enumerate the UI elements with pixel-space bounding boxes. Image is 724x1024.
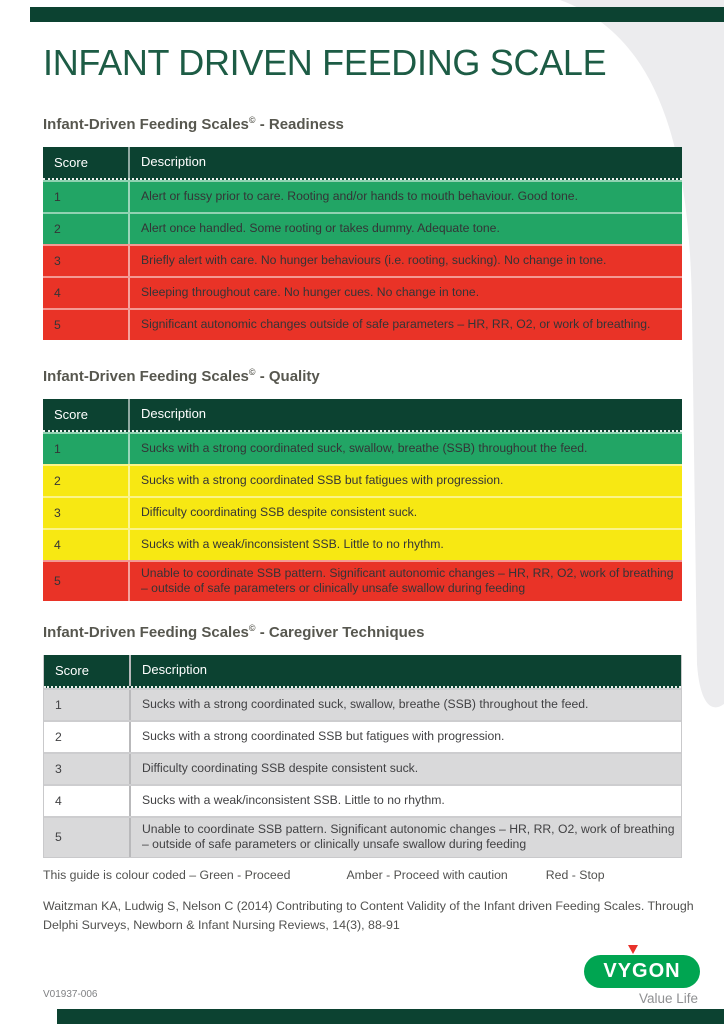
description-cell: Sucks with a strong coordinated suck, swallow, breathe (SSB) throughout the feed. xyxy=(142,697,589,712)
legend-green: This guide is colour coded – Green - Proceed xyxy=(43,868,291,882)
legend-red: Red - Stop xyxy=(545,868,605,882)
score-cell: 2 xyxy=(44,722,131,752)
table-header-row xyxy=(43,399,682,432)
score-cell: 1 xyxy=(43,434,130,464)
section-heading-quality xyxy=(43,363,682,386)
description-cell: Briefly alert with care. No hunger behaviours (i.e. rooting, sucking). No change in tone. xyxy=(141,253,607,268)
heading-suffix: - Caregiver Techniques xyxy=(255,624,425,641)
score-cell: 3 xyxy=(44,754,131,784)
score-cell: 4 xyxy=(43,278,130,308)
table-row xyxy=(43,276,682,308)
vygon-logo xyxy=(584,945,700,1006)
table-row xyxy=(43,432,682,464)
table-header-row xyxy=(44,655,681,688)
document-code: V01937-006 xyxy=(43,989,98,1000)
copyright-mark: © xyxy=(248,367,256,377)
column-header-description: Description xyxy=(142,662,208,678)
description-cell: Difficulty coordinating SSB despite consistent suck. xyxy=(141,505,418,520)
heading-text: Infant-Driven Feeding Scales xyxy=(43,116,249,133)
column-header-score: Score xyxy=(43,399,130,430)
copyright-mark: © xyxy=(248,623,256,633)
score-cell: 3 xyxy=(43,246,130,276)
description-cell: Sucks with a weak/inconsistent SSB. Little to no rhythm. xyxy=(141,537,444,552)
section-heading-caregiver xyxy=(43,619,682,642)
heading-suffix: - Quality xyxy=(255,368,320,385)
quality-section xyxy=(43,363,682,601)
score-cell: 2 xyxy=(43,214,130,244)
copyright-mark: © xyxy=(248,115,256,125)
table-header-row xyxy=(43,147,682,180)
heading-suffix: - Readiness xyxy=(255,116,344,133)
description-cell: Unable to coordinate SSB pattern. Significant autonomic changes – HR, RR, O2, work of breathing – outside of safe parameters or clinically unsafe swallow during feeding xyxy=(141,566,674,596)
score-cell: 5 xyxy=(43,310,130,340)
score-cell: 5 xyxy=(43,562,130,601)
table-row xyxy=(43,496,682,528)
legend-amber: Amber - Proceed with caution xyxy=(346,868,508,882)
description-cell: Sucks with a strong coordinated SSB but fatigues with progression. xyxy=(142,729,505,744)
description-cell: Sucks with a strong coordinated SSB but fatigues with progression. xyxy=(141,473,504,488)
table-row xyxy=(44,688,681,720)
score-cell: 5 xyxy=(44,818,131,857)
section-heading-readiness xyxy=(43,111,682,134)
description-cell: Sleeping throughout care. No hunger cues. No change in tone. xyxy=(141,285,480,300)
table-row xyxy=(43,308,682,340)
table-row xyxy=(43,560,682,601)
caregiver-techniques-section xyxy=(43,619,682,858)
colour-code-legend xyxy=(43,868,703,882)
description-cell: Alert or fussy prior to care. Rooting and/or hands to mouth behaviour. Good tone. xyxy=(141,189,578,204)
score-cell: 2 xyxy=(43,466,130,496)
readiness-section xyxy=(43,111,682,340)
page-title: INFANT DRIVEN FEEDING SCALE xyxy=(43,42,607,83)
top-accent-bar xyxy=(30,7,724,22)
description-cell: Difficulty coordinating SSB despite consistent suck. xyxy=(142,761,419,776)
description-cell: Alert once handled. Some rooting or takes dummy. Adequate tone. xyxy=(141,221,500,236)
score-cell: 3 xyxy=(43,498,130,528)
vygon-tagline: Value Life xyxy=(638,991,698,1006)
description-cell: Unable to coordinate SSB pattern. Significant autonomic changes – HR, RR, O2, work of breathing – outside of safe parameters or clinically unsafe swallow during feeding xyxy=(142,822,675,852)
column-header-description: Description xyxy=(141,406,207,422)
description-cell: Sucks with a weak/inconsistent SSB. Little to no rhythm. xyxy=(142,793,445,808)
reference-citation: Waitzman KA, Ludwig S, Nelson C (2014) Contributing to Content Validity of the Infant driven Feeding Scales. Through Delphi Surveys, Newborn & Infant Nursing Reviews, 14(3), 88-91 xyxy=(43,899,694,933)
score-cell: 1 xyxy=(43,182,130,212)
table-row xyxy=(44,784,681,816)
column-header-score: Score xyxy=(44,655,131,686)
vygon-triangle-icon xyxy=(628,945,638,954)
table-row xyxy=(43,528,682,560)
table-row xyxy=(44,816,681,857)
quality-table xyxy=(43,399,682,601)
table-row xyxy=(43,244,682,276)
score-cell: 4 xyxy=(43,530,130,560)
heading-text: Infant-Driven Feeding Scales xyxy=(43,368,249,385)
description-cell: Sucks with a strong coordinated suck, swallow, breathe (SSB) throughout the feed. xyxy=(141,441,588,456)
table-row xyxy=(44,752,681,784)
score-cell: 1 xyxy=(44,690,131,720)
table-row xyxy=(43,464,682,496)
column-header-description: Description xyxy=(141,154,207,170)
heading-text: Infant-Driven Feeding Scales xyxy=(43,624,249,641)
bottom-accent-bar xyxy=(57,1009,724,1024)
caregiver-table xyxy=(43,655,682,858)
readiness-table xyxy=(43,147,682,340)
table-row xyxy=(44,720,681,752)
description-cell: Significant autonomic changes outside of safe parameters – HR, RR, O2, or work of breathing. xyxy=(141,317,651,332)
column-header-score: Score xyxy=(43,147,130,178)
score-cell: 4 xyxy=(44,786,131,816)
table-row xyxy=(43,180,682,212)
table-row xyxy=(43,212,682,244)
vygon-brand-mark: VYGON xyxy=(584,955,700,988)
